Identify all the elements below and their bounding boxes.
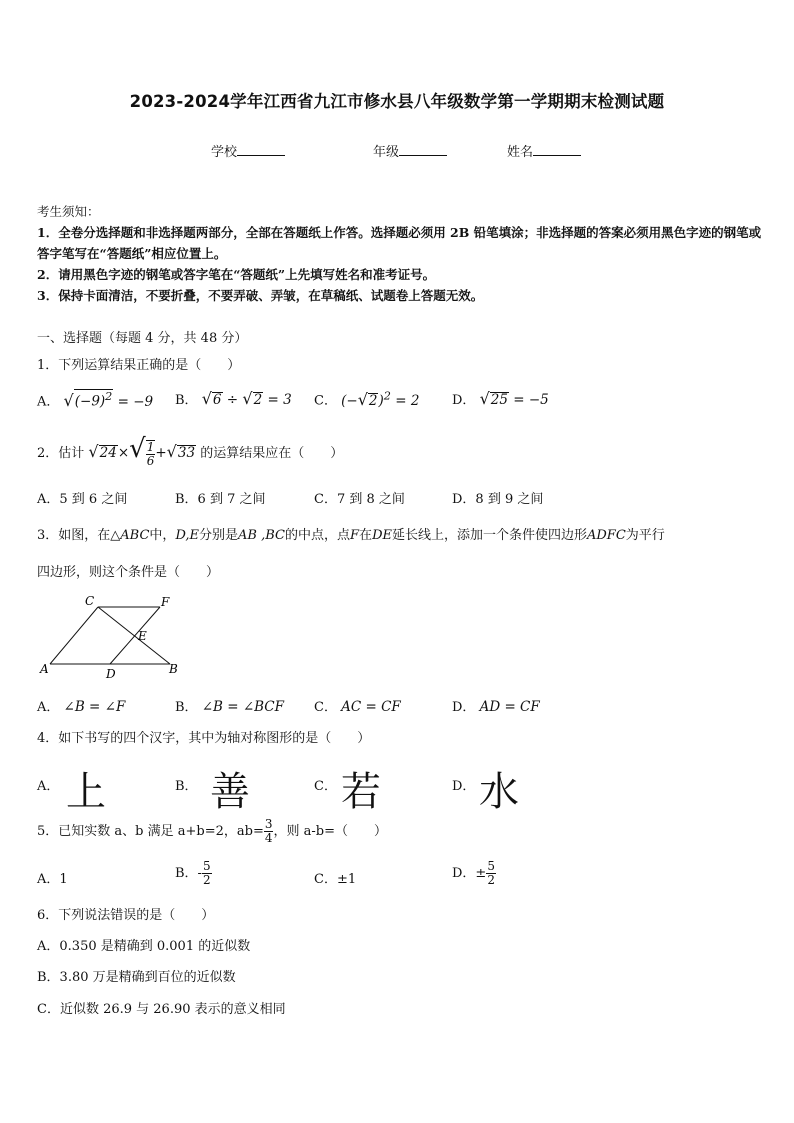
q6-stem: 6．下列说法错误的是（ ）	[37, 908, 215, 923]
q2-option-d: D．8 到 9 之间	[452, 492, 544, 507]
school-label: 学校	[211, 145, 238, 160]
q3-stem-line2: 四边形，则这个条件是（ ）	[37, 565, 220, 580]
segment-df	[110, 607, 160, 664]
q4-option-a-char: 上	[66, 769, 106, 815]
grade-label: 年级	[373, 145, 400, 160]
name-label: 姓名	[507, 145, 534, 160]
grade-field	[373, 141, 447, 160]
q3-option-c: C． AC = CF	[314, 699, 401, 715]
side-ac	[50, 607, 98, 664]
notice-item-1: 1．全卷分选择题和非选择题两部分，全部在答题纸上作答。选择题必须用 2B 铅笔填涂；非选择题的答案必须用黑色字迹的钢笔或答字笔写在“答题纸”相应位置上。	[37, 225, 762, 261]
name-field	[507, 141, 581, 160]
notice-item-2: 2．请用黑色字迹的钢笔或答字笔在“答题纸”上先填写姓名和准考证号。	[37, 267, 436, 282]
q3-option-a: A． ∠B = ∠F	[37, 699, 126, 715]
q1-option-c: C． $(-√2)^2 = 2$	[314, 389, 420, 409]
q2-option-b: B．6 到 7 之间	[175, 492, 266, 507]
q2-stem: 2．估计 √24×√ $\frac{1}{6}$ +√33 的运算结果应在（ ）	[37, 434, 344, 468]
q4-option-c-char: 若	[341, 769, 381, 815]
q4-option-a-label: A．	[37, 779, 60, 794]
q3-stem-line1: 3．如图，在△ABC中，D,E分别是AB ,BC的中点，点F在DE延长线上，添加一个条件使四边形ADFC为平行	[37, 528, 665, 543]
notice-item-3: 3．保持卡面清洁，不要折叠，不要弄破、弄皱，在草稿纸、试题卷上答题无效。	[37, 288, 484, 303]
side-cb	[98, 607, 170, 664]
q5-option-a: A．1	[37, 872, 68, 887]
label-c: C	[85, 594, 95, 608]
q6-option-c: C．近似数 26.9 与 26.90 表示的意义相同	[37, 1002, 286, 1017]
q4-stem: 4．如下书写的四个汉字，其中为轴对称图形的是（ ）	[37, 731, 371, 746]
q5-option-d: D．± $\frac{5}{2}$	[452, 859, 495, 887]
label-e: E	[138, 629, 147, 643]
q1-option-d: D． √25 = −5	[452, 389, 549, 408]
label-a: A	[40, 662, 49, 676]
q6-option-b: B．3.80 万是精确到百位的近似数	[37, 970, 236, 985]
q5-option-b: B．- $\frac{5}{2}$	[175, 859, 211, 887]
q4-option-d-char: 水	[479, 769, 519, 815]
q4-option-b-char: 善	[210, 769, 250, 815]
q3-figure	[36, 592, 186, 682]
q4-option-d-label: D．	[452, 779, 476, 794]
section-heading: 一、选择题（每题 4 分，共 48 分）	[37, 331, 248, 346]
label-f: F	[161, 595, 170, 609]
exam-title: 2023-2024学年江西省九江市修水县八年级数学第一学期期末检测试题	[129, 92, 665, 111]
q4-option-c-label: C．	[314, 779, 337, 794]
q2-option-c: C．7 到 8 之间	[314, 492, 405, 507]
q5-stem: 5．已知实数 a、b 满足 a+b=2，ab= $\frac{3}{4}$ ，则 a-b=（ ）	[37, 817, 387, 845]
q2-option-a: A．5 到 6 之间	[37, 492, 128, 507]
notice-block	[37, 201, 762, 306]
notice-heading: 考生须知：	[37, 204, 100, 219]
q1-stem: 1．下列运算结果正确的是（ ）	[37, 358, 241, 373]
grade-blank	[399, 143, 447, 156]
q1-option-b: B． √6 ÷ √2 = 3	[175, 389, 292, 408]
label-b: B	[169, 662, 178, 676]
q3-option-b: B． ∠B = ∠BCF	[175, 699, 285, 715]
school-field	[211, 141, 285, 160]
school-blank	[237, 143, 285, 156]
q5-option-c: C．±1	[314, 872, 357, 887]
name-blank	[533, 143, 581, 156]
q1-option-a: A． $√(-9)^2 = -9$	[37, 390, 154, 410]
label-d: D	[106, 667, 116, 681]
q4-option-b-label: B．	[175, 779, 198, 794]
q6-option-a: A．0.350 是精确到 0.001 的近似数	[37, 939, 251, 954]
q3-option-d: D． AD = CF	[452, 699, 540, 715]
